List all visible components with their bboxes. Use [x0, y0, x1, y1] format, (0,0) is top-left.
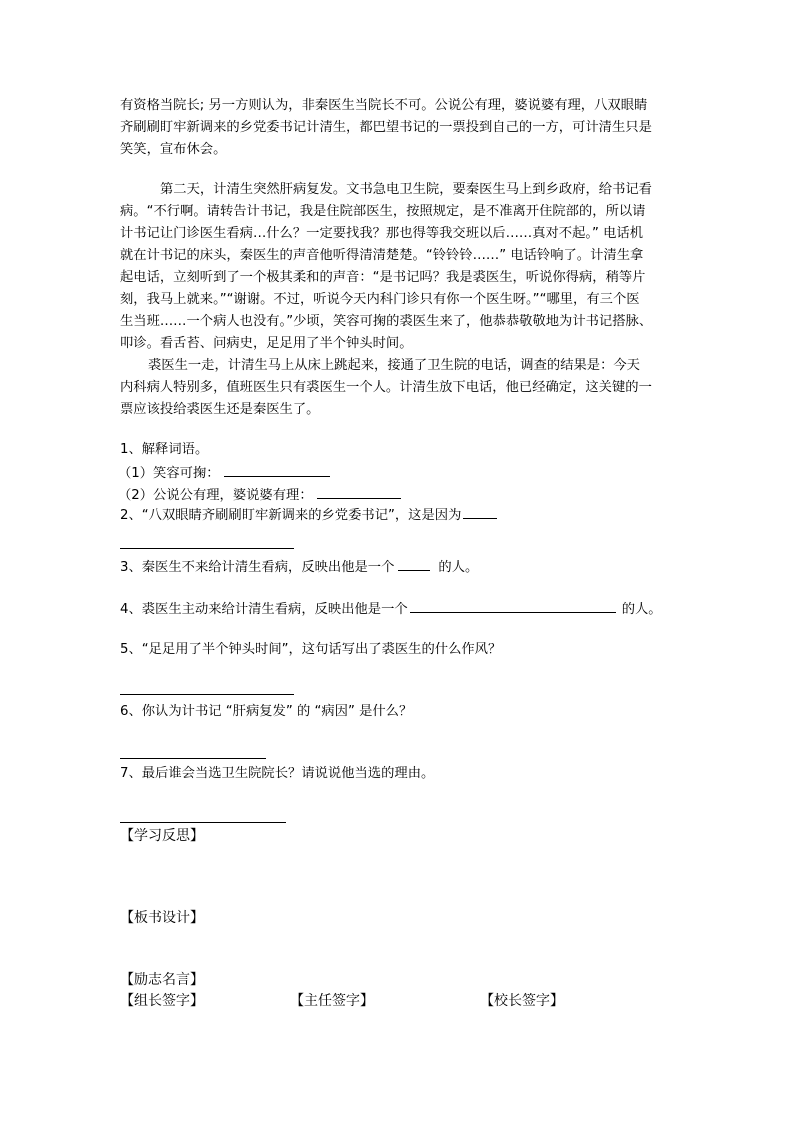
signature-principal: 【校长签字】: [480, 993, 564, 1009]
section-reflection: 【学习反思】: [120, 828, 204, 844]
passage-line: 齐刷刷盯牢新调来的乡党委书记计清生，都巴望书记的一票投到自己的一方，可计清生只是: [120, 120, 652, 135]
passage-line: 刻，我马上就来。”“谢谢。不过，听说今天内科门诊只有你一个医生呀。”“哪里，有三个医: [120, 292, 640, 307]
passage-line: 生当班……一个病人也没有。”少顷，笑容可掬的裘医生来了，他恭恭敬敬地为计书记搭脉、: [120, 314, 653, 329]
question-1a-text: （1）笑容可掬：: [118, 466, 220, 481]
passage-line: 裘医生一走，计清生马上从床上跳起来，接通了卫生院的电话，调查的结果是：今天: [148, 358, 640, 373]
passage-line: 笑笑，宣布休会。: [120, 142, 227, 157]
section-board-design: 【板书设计】: [120, 910, 204, 926]
question-5: 5、“足足用了半个钟头时间”，这句话写出了裘医生的什么作风？: [120, 642, 502, 657]
question-1a: [118, 462, 330, 484]
question-2: [120, 504, 497, 526]
passage-line: 第二天，计清生突然肝病复发。文书急电卫生院，要秦医生马上到乡政府，给书记看: [160, 182, 652, 197]
answer-blank[interactable]: [224, 462, 330, 477]
question-1b-text: （2）公说公有理，婆说婆有理：: [118, 488, 313, 503]
question-7: 7、最后谁会当选卫生院院长？请说说他当选的理由。: [120, 766, 435, 781]
question-1b: [118, 484, 401, 506]
answer-line[interactable]: [120, 694, 294, 695]
signature-leader: 【组长签字】: [120, 993, 204, 1009]
question-4: [120, 598, 662, 620]
question-3-suffix: 的人。: [438, 560, 479, 575]
answer-line[interactable]: [120, 758, 266, 759]
passage-line: 内科病人特别多，值班医生只有裘医生一个人。计清生放下电话，他已经确定，这关键的一: [120, 380, 652, 395]
passage-line: 就在计书记的床头，秦医生的声音他听得清清楚楚。“铃铃铃……” 电话铃响了。计清生拿: [120, 248, 644, 263]
question-4-suffix: 的人。: [621, 602, 662, 617]
passage-line: 起电话，立刻听到了一个极其柔和的声音：“是书记吗？我是裘医生，听说你得病，稍等片: [120, 270, 646, 285]
passage-line: 病。“不行啊。请转告计书记，我是住院部医生，按照规定，是不准离开住院部的，所以请: [120, 204, 646, 219]
question-2-text: 2、“八双眼睛齐刷刷盯牢新调来的乡党委书记”，这是因为: [120, 508, 462, 523]
question-1: 1、解释词语。: [120, 442, 209, 457]
answer-line[interactable]: [120, 822, 286, 823]
answer-line[interactable]: [120, 548, 294, 549]
question-3-text: 3、秦医生不来给计清生看病，反映出他是一个: [120, 560, 395, 575]
passage-line: 有资格当院长; 另一方则认为，非秦医生当院长不可。公说公有理，婆说婆有理，八双眼睛: [120, 98, 648, 113]
question-4-text: 4、裘医生主动来给计清生看病，反映出他是一个: [120, 602, 408, 617]
answer-blank[interactable]: [410, 598, 616, 613]
question-6: 6、你认为计书记 “肝病复发” 的 “病因” 是什么？: [120, 704, 413, 719]
signature-director: 【主任签字】: [290, 993, 374, 1009]
passage-line: 票应该投给裘医生还是秦医生了。: [120, 402, 320, 417]
answer-blank[interactable]: [463, 504, 497, 519]
question-3: [120, 556, 478, 578]
answer-blank[interactable]: [317, 484, 401, 499]
passage-line: 计书记让门诊医生看病…什么？一定要找我？那也得等我交班以后……真对不起。” 电话机: [120, 226, 644, 241]
answer-blank[interactable]: [398, 556, 430, 571]
passage-line: 叩诊。看舌苔、问病史，足足用了半个钟头时间。: [120, 336, 413, 351]
section-motto: 【励志名言】: [120, 972, 204, 988]
